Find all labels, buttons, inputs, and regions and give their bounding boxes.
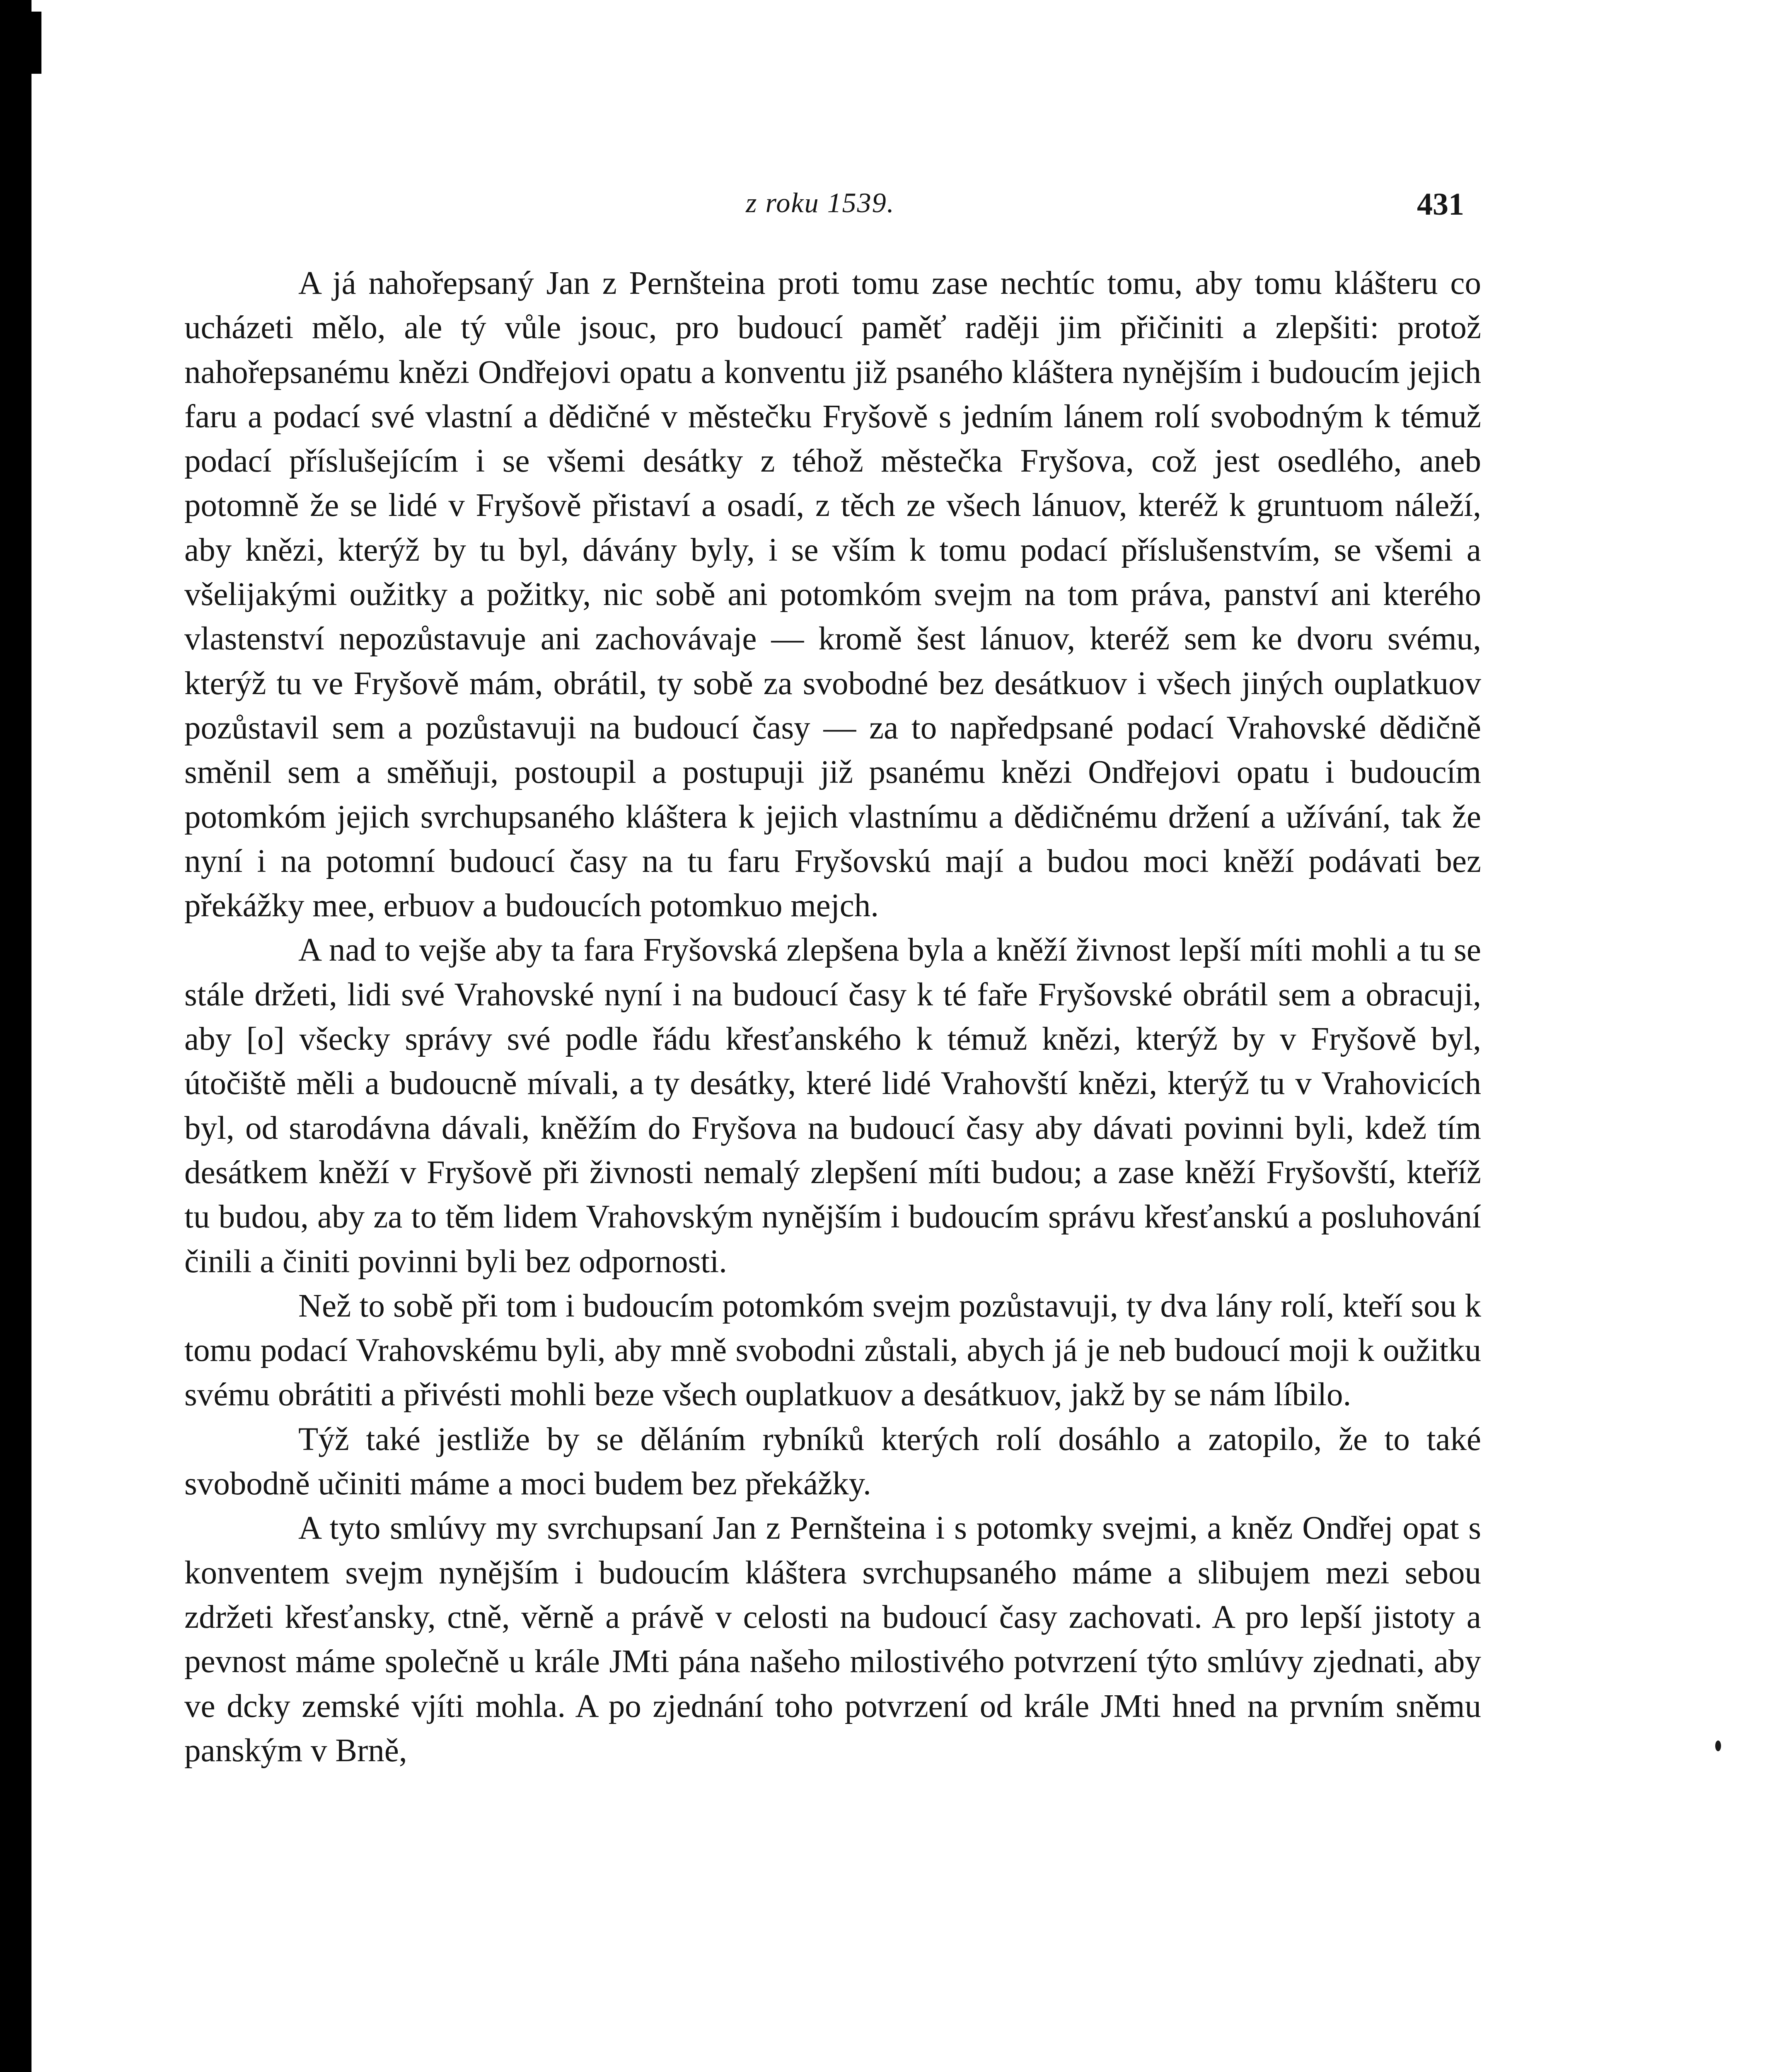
paragraph-1: A já nahořepsaný Jan z Pernšteina proti tomu zase nechtíc tomu, aby tomu klášteru co ucházeti mělo, ale tý vůle jsouc, pro budoucí paměť raději jim přičiniti a zlepšiti: protož nahořepsanému knězi Ondřejovi opatu a konventu již psaného kláštera nynějším i budoucím jejich faru a podací své vlastní a dědičné v městečku Fryšově s jedním lánem rolí svobodným k témuž podací příslušejícím i se všemi desátky z téhož městečka Fryšova, což jest osedlého, aneb potomně že se lidé v Fryšově přistaví a osadí, z těch ze všech lánuov, kteréž k gruntuom náleží, aby knězi, kterýž by tu byl, dávány byly, i se vším k tomu podací příslušenstvím, se všemi a všelijakými oužitky a požitky, nic sobě ani potomkóm svejm na tom práva, panství ani kterého vlastenství nepozůstavuje ani zachovávaje — kromě šest lánuov, kteréž sem ke dvoru svému, kterýž tu ve Fryšově mám, obrátil, ty sobě za svobodné bez desátkuov i všech jiných ouplatkuov pozůstavil sem a pozůstavuji na budoucí časy — za to napředpsané podací Vrahovské dědičně směnil sem a směňuji, postoupil a postupuji již psanému knězi Ondřejovi opatu i budoucím potomkóm jejich svrchupsaného kláštera k jejich vlastnímu a dědičnému držení a užívání, tak že nyní i na potomní budoucí časy na tu faru Fryšovskú mají a budou moci kněží podávati bez překážky mee, erbuov a budoucích potomkuo mejch. xyxy=(184,265,1481,924)
page-body xyxy=(184,261,1481,1773)
scan-border-notch xyxy=(31,12,41,74)
paragraph-2: A nad to vejše aby ta fara Fryšovská zlepšena byla a kněží živnost lepší míti mohli a tu se stále držeti, lidi své Vrahovské nyní i na budoucí časy k té faře Fryšovské obrátil sem a obracuji, aby [o] všecky správy své podle řádu křesťanského k témuž knězi, kterýž by v Fryšově byl, útočiště měli a budoucně mívali, a ty desátky, které lidé Vrahovští knězi, kterýž tu v Vrahovicích byl, od starodávna dávali, kněžím do Fryšova na budoucí časy aby dávati povinni byli, kdež tím desátkem kněží v Fryšově při živnosti nemalý zlepšení míti budou; a zase kněží Fryšovští, kteříž tu budou, aby za to těm lidem Vrahovským nynějším i budoucím správu křesťanskú a posluhování činili a činiti povinni byli bez odpornosti. xyxy=(184,932,1481,1280)
ink-speck xyxy=(1715,1740,1721,1751)
scan-border xyxy=(0,0,31,2072)
paragraph-5: A tyto smlúvy my svrchupsaní Jan z Pernšteina i s potomky svejmi, a kněz Ondřej opat s konventem svejm nynějším i budoucím kláštera svrchupsaného máme a slibujem mezi sebou zdržeti křesťansky, ctně, věrně a právě v celosti na budoucí časy zachovati. A pro lepší jistoty a pevnost máme společně u krále JMti pána našeho milostivého potvrzení týto smlúvy zjednati, aby ve dcky zemské vjíti mohla. A po zjednání toho potvrzení od krále JMti hned na prvním sněmu panským v Brně, xyxy=(184,1510,1481,1769)
paragraph-4: Týž také jestliže by se děláním rybníků kterých rolí dosáhlo a zatopilo, že to také svobodně učiniti máme a moci budem bez překážky. xyxy=(184,1421,1481,1502)
running-head xyxy=(0,186,1784,232)
paragraph-3: Než to sobě při tom i budoucím potomkóm svejm pozůstavuji, ty dva lány rolí, kteří sou k tomu podací Vrahovskému byli, aby mně svobodni zůstali, abych já je neb budoucí moji k oužitku svému obrátiti a přivésti mohli beze všech ouplatkuov a desátkuov, jakž by se nám líbilo. xyxy=(184,1288,1481,1413)
page-number: 431 xyxy=(1417,187,1464,222)
running-title: z roku 1539. xyxy=(746,187,895,218)
